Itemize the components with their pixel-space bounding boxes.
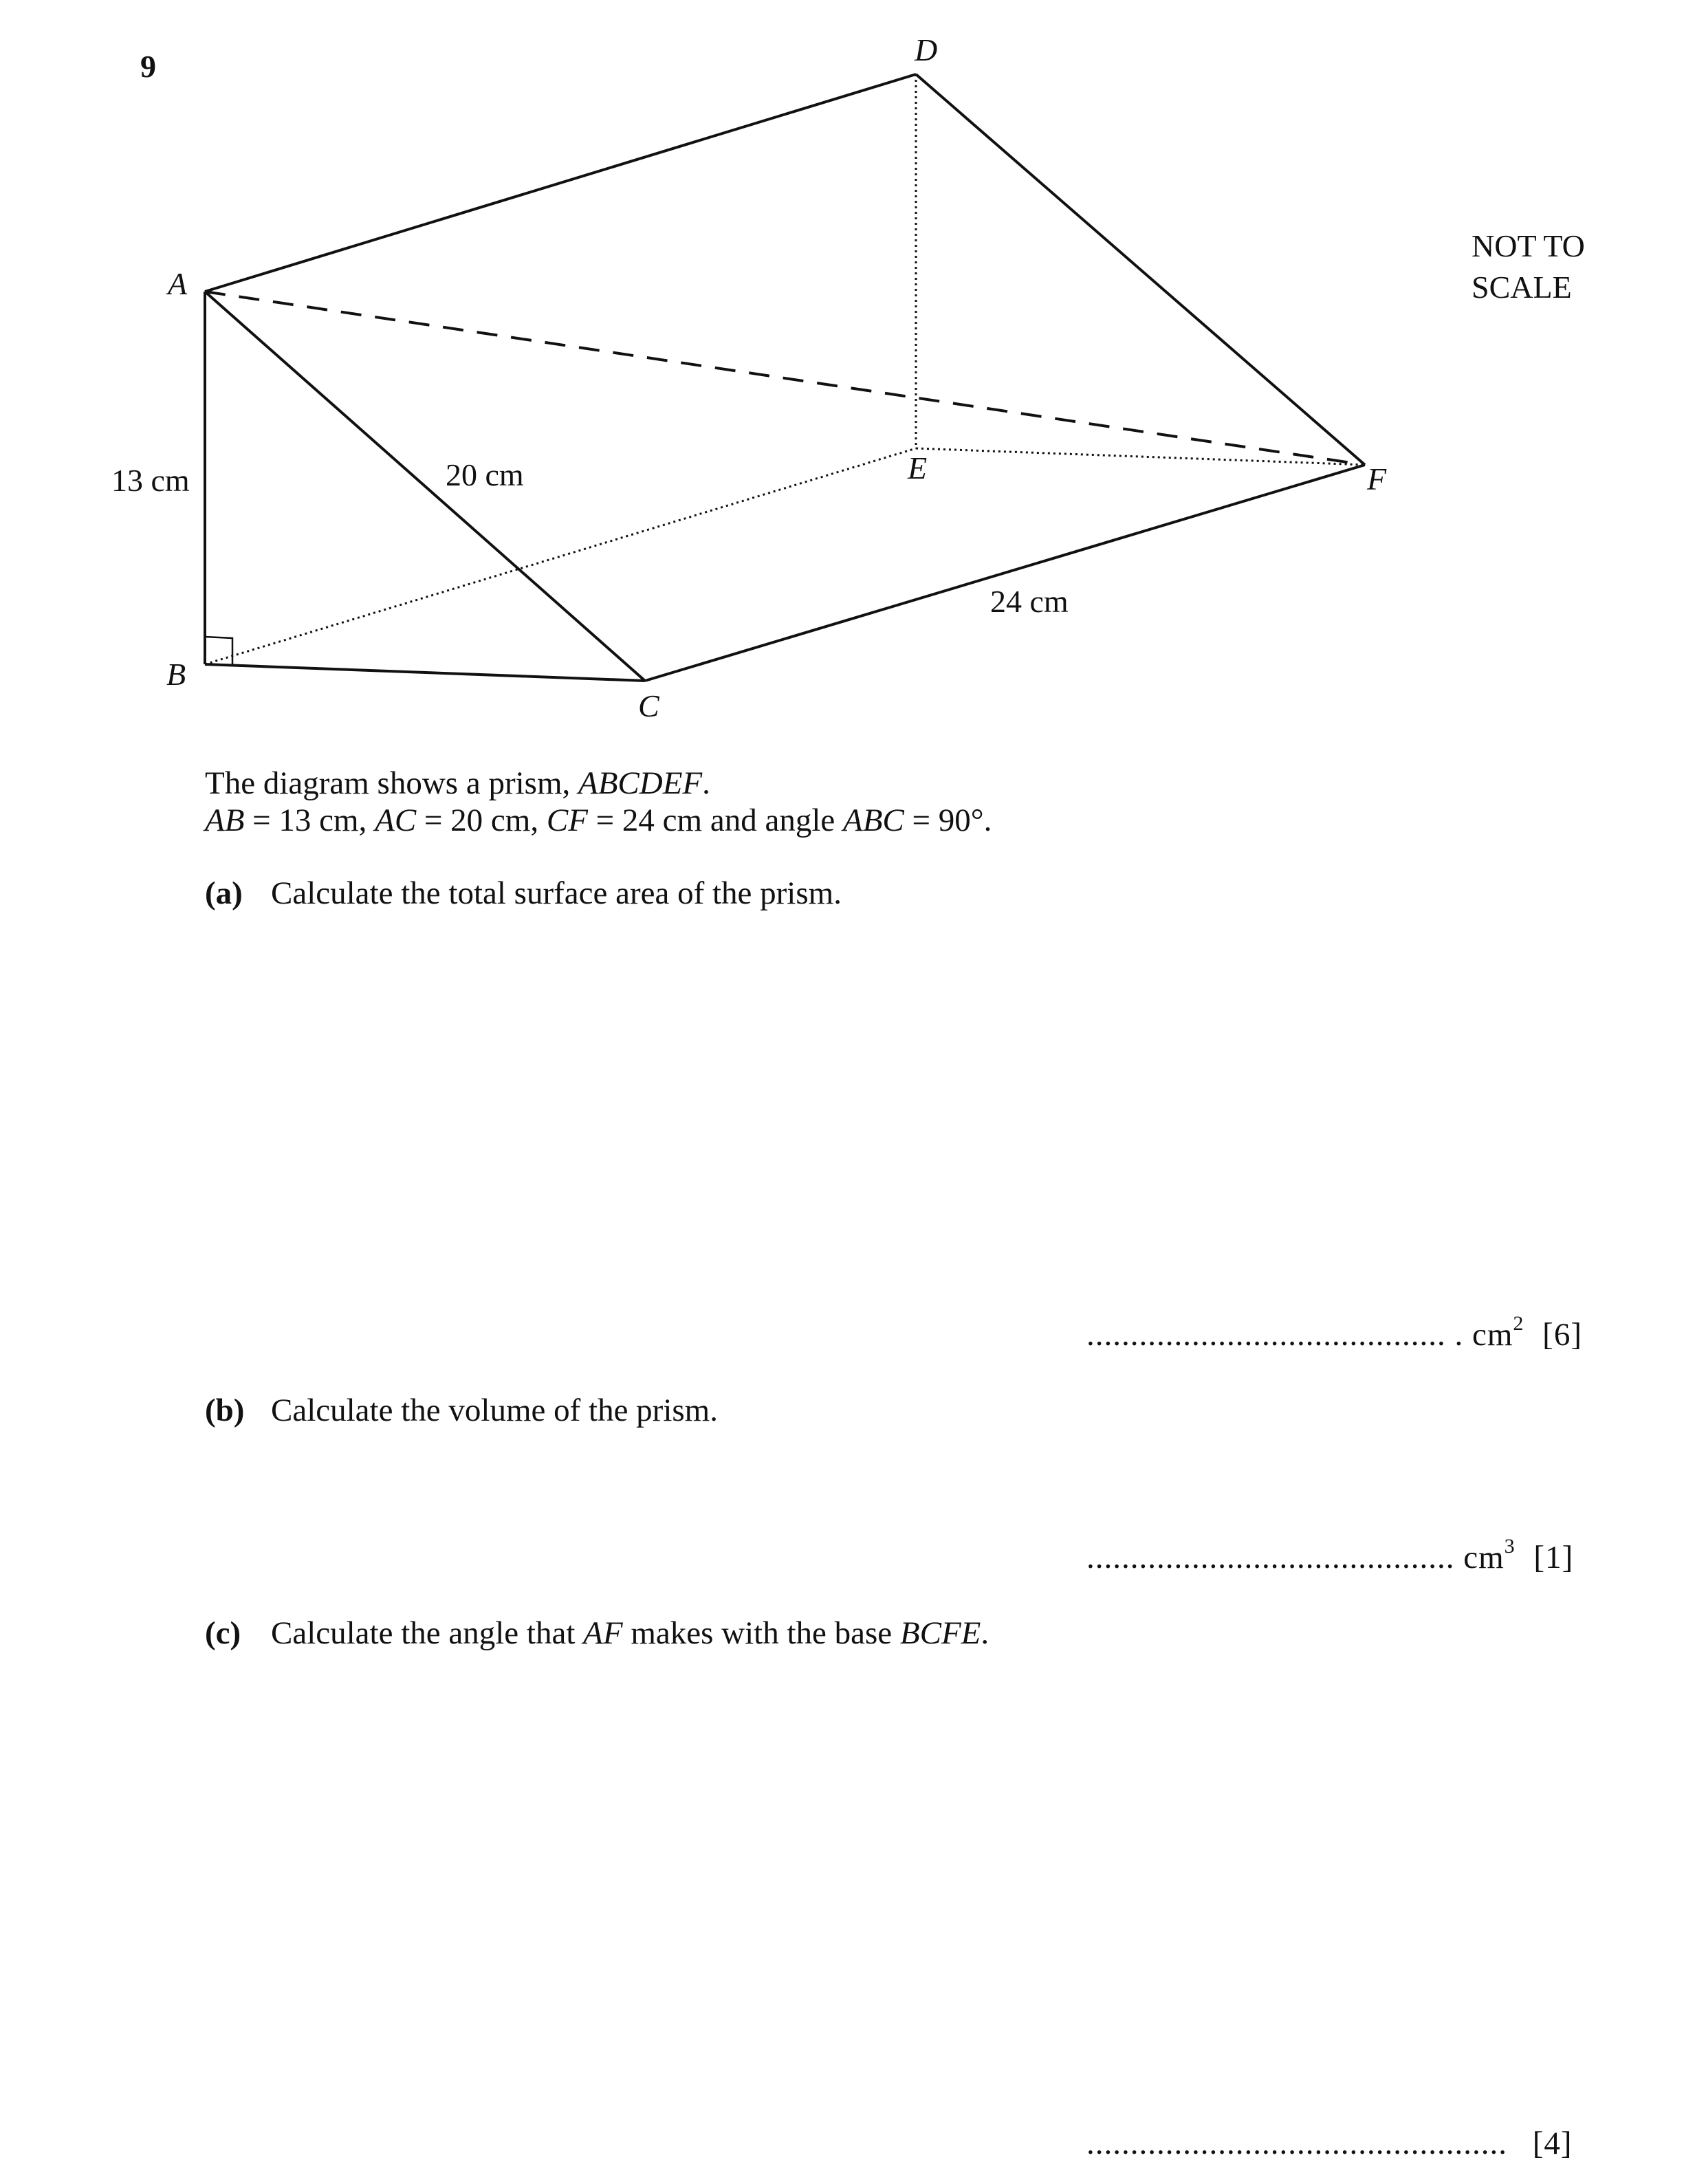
part-c-answer-dots[interactable]: ................................................ <box>1086 2126 1507 2161</box>
part-b-answer-line[interactable] <box>1086 1535 1574 1576</box>
part-a-answer-dots[interactable]: ......................................... . <box>1086 1317 1464 1353</box>
vertex-label-d: D <box>915 32 938 67</box>
part-a-answer-line[interactable] <box>1086 1312 1582 1353</box>
vertex-label-b: B <box>166 657 186 692</box>
vertex-label-e: E <box>908 450 928 485</box>
right-angle-marker <box>205 637 232 666</box>
question-number: 9 <box>140 49 156 84</box>
part-c-answer-line[interactable] <box>1086 2125 1573 2162</box>
line-af <box>205 292 1365 465</box>
part-b-label: (b) <box>205 1393 245 1428</box>
part-b-answer-dots[interactable]: .......................................... <box>1086 1540 1455 1575</box>
intro-line-2: AB = 13 cm, AC = 20 cm, CF = 24 cm and angle ABC = 90°. <box>205 802 992 838</box>
part-a-question <box>205 875 842 912</box>
line-name-af: AF <box>583 1615 623 1651</box>
part-b-text: Calculate the volume of the prism. <box>271 1393 718 1428</box>
note-line-2: SCALE <box>1472 270 1572 305</box>
measure-ab: 13 cm <box>111 463 190 498</box>
vertex-label-f: F <box>1367 461 1387 496</box>
not-to-scale-note <box>1472 226 1650 308</box>
part-c-marks: [4] <box>1532 2126 1573 2161</box>
edge-ef <box>916 448 1365 465</box>
prism-diagram <box>0 0 1706 756</box>
part-a-label: (a) <box>205 875 243 911</box>
prism-name: ABCDEF <box>578 765 703 801</box>
part-a-marks: [6] <box>1542 1317 1582 1353</box>
intro-line-1: The diagram shows a prism, ABCDEF. <box>205 765 710 801</box>
part-c-question: (c) Calculate the angle that AF makes with the base BCFE. <box>205 1615 989 1651</box>
edge-ad <box>205 74 916 292</box>
part-c-label: (c) <box>205 1615 241 1651</box>
vertex-label-a: A <box>168 266 188 301</box>
part-a-unit: $cm^2$ <box>1472 1312 1524 1353</box>
part-b-question <box>205 1392 718 1429</box>
edge-bc <box>205 664 645 681</box>
vertex-label-c: C <box>638 688 659 723</box>
part-b-unit: $cm^3$ <box>1463 1535 1516 1575</box>
measure-cf: 24 cm <box>990 584 1069 619</box>
edge-df <box>916 74 1365 465</box>
part-a-text: Calculate the total surface area of the prism. <box>271 875 842 911</box>
part-b-marks: [1] <box>1533 1540 1574 1575</box>
edge-ac <box>205 292 645 681</box>
note-line-1: NOT TO <box>1472 228 1585 263</box>
measure-ac: 20 cm <box>446 457 524 492</box>
base-name-bcfe: BCFE <box>899 1615 981 1651</box>
